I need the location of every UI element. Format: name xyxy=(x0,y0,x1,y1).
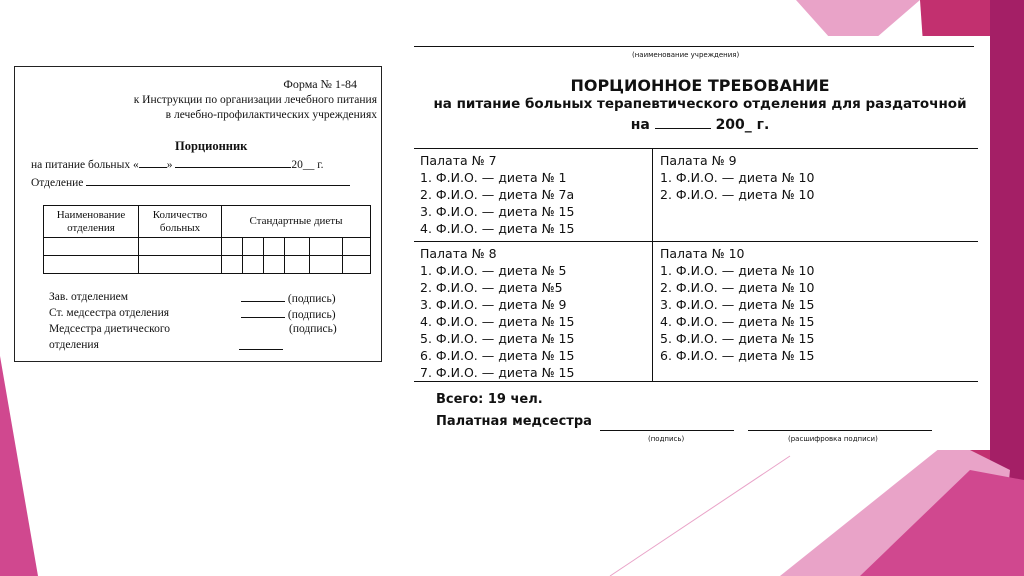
ward-10 xyxy=(660,245,814,364)
wards-grid xyxy=(414,148,978,382)
signature-caption: (подпись) xyxy=(289,323,337,335)
nutrition-mid: » xyxy=(166,159,173,171)
decode-caption: (расшифровка подписи) xyxy=(788,435,878,443)
list-item: 1. Ф.И.О. — диета № 1 xyxy=(420,170,567,185)
table-cell xyxy=(243,238,264,256)
form-title: ПОРЦИОННОЕ ТРЕБОВАНИЕ xyxy=(570,76,830,95)
form-subtitle: на питание больных терапевтического отделения для раздаточной xyxy=(433,96,967,112)
diet-table xyxy=(43,205,371,274)
top-right-light-triangle xyxy=(796,0,920,38)
department-label: Отделение xyxy=(31,177,84,189)
instruction-line-2: в лечебно-профилактических учреждениях xyxy=(165,109,377,121)
list-item: 1. Ф.И.О. — диета № 10 xyxy=(660,170,815,185)
table-cell xyxy=(285,256,310,274)
list-item: 2. Ф.И.О. — диета № 7а xyxy=(420,187,575,202)
list-item: 6. Ф.И.О. — диета № 15 xyxy=(660,348,815,363)
table-cell xyxy=(264,238,285,256)
table-cell xyxy=(343,256,371,274)
decode-line xyxy=(748,430,932,431)
list-item: 1. Ф.И.О. — диета № 5 xyxy=(420,263,567,278)
list-item: 3. Ф.И.О. — диета № 15 xyxy=(420,204,575,219)
list-item: 3. Ф.И.О. — диета № 9 xyxy=(420,297,567,312)
header-standard-diets: Стандартные диеты xyxy=(222,206,371,238)
ward-7 xyxy=(420,152,574,237)
table-cell xyxy=(285,238,310,256)
header-department: Наименование отделения xyxy=(44,206,139,238)
date-year: 200_ г. xyxy=(715,117,770,133)
form-date xyxy=(410,116,990,133)
signature-caption: (подпись) xyxy=(287,309,336,321)
table-cell xyxy=(222,238,243,256)
signature-caption: (подпись) xyxy=(287,293,336,305)
table-cell xyxy=(310,238,343,256)
list-item: 3. Ф.И.О. — диета № 15 xyxy=(660,297,815,312)
list-item: 2. Ф.И.О. — диета № 10 xyxy=(660,280,815,295)
list-item: 4. Ф.И.О. — диета № 15 xyxy=(420,314,575,329)
signature-role: Ст. медсестра отделения xyxy=(49,307,170,319)
table-cell xyxy=(44,256,139,274)
signature-line xyxy=(600,430,734,431)
signature-blank xyxy=(241,291,285,302)
signature-role-tail: отделения xyxy=(49,339,99,351)
list-item: 2. Ф.И.О. — диета №5 xyxy=(420,280,563,295)
table-cell xyxy=(44,238,139,256)
signature-role: Медсестра диетического xyxy=(49,323,171,335)
signature-blank xyxy=(241,307,285,318)
list-item: 6. Ф.И.О. — диета № 15 xyxy=(420,348,575,363)
signature-blank xyxy=(239,339,283,350)
nutrition-prefix: на питание больных « xyxy=(31,159,139,171)
signature-field xyxy=(241,291,336,305)
signature-caption: (подпись) xyxy=(648,435,685,443)
grid-divider xyxy=(652,149,653,381)
ward-name: Палата № 10 xyxy=(660,246,745,261)
table-cell xyxy=(310,256,343,274)
header-patients: Количество больных xyxy=(139,206,222,238)
list-item: 1. Ф.И.О. — диета № 10 xyxy=(660,263,815,278)
form-number: Форма № 1-84 xyxy=(283,77,357,91)
institution-line xyxy=(414,46,974,47)
table-cell xyxy=(243,256,264,274)
list-item: 4. Ф.И.О. — диета № 15 xyxy=(660,314,815,329)
day-blank xyxy=(139,157,167,168)
table-cell xyxy=(343,238,371,256)
nutrition-line xyxy=(31,157,324,171)
form-1-84 xyxy=(14,66,382,362)
institution-caption: (наименование учреждения) xyxy=(632,51,740,59)
month-blank xyxy=(175,157,291,168)
list-item: 7. Ф.И.О. — диета № 15 xyxy=(420,365,575,380)
form-title: Порционник xyxy=(175,139,248,153)
date-blank xyxy=(655,116,711,129)
ward-name: Палата № 7 xyxy=(420,153,497,168)
portion-requirement-form xyxy=(410,36,990,450)
department-blank xyxy=(86,175,350,186)
nurse-label: Палатная медсестра xyxy=(436,414,592,429)
ward-name: Палата № 9 xyxy=(660,153,737,168)
list-item: 2. Ф.И.О. — диета № 10 xyxy=(660,187,815,202)
table-cell xyxy=(222,256,243,274)
list-item: 4. Ф.И.О. — диета № 15 xyxy=(420,221,575,236)
list-item: 5. Ф.И.О. — диета № 15 xyxy=(420,331,575,346)
ward-name: Палата № 8 xyxy=(420,246,497,261)
grid-divider xyxy=(414,241,978,242)
department-line xyxy=(31,175,350,189)
total-count: Всего: 19 чел. xyxy=(436,392,543,407)
table-cell xyxy=(139,256,222,274)
nutrition-year: 20__ г. xyxy=(291,159,324,171)
signature-field xyxy=(241,307,336,321)
instruction-line-1: к Инструкции по организации лечебного питания xyxy=(133,94,377,106)
ward-8 xyxy=(420,245,574,381)
date-prefix: на xyxy=(630,117,650,133)
table-cell xyxy=(264,256,285,274)
signature-field xyxy=(239,339,283,353)
table-cell xyxy=(139,238,222,256)
left-accent-band xyxy=(0,356,38,576)
signature-role: Зав. отделением xyxy=(49,291,129,303)
ward-9 xyxy=(660,152,814,203)
list-item: 5. Ф.И.О. — диета № 15 xyxy=(660,331,815,346)
diagonal-accent-line xyxy=(610,456,790,576)
